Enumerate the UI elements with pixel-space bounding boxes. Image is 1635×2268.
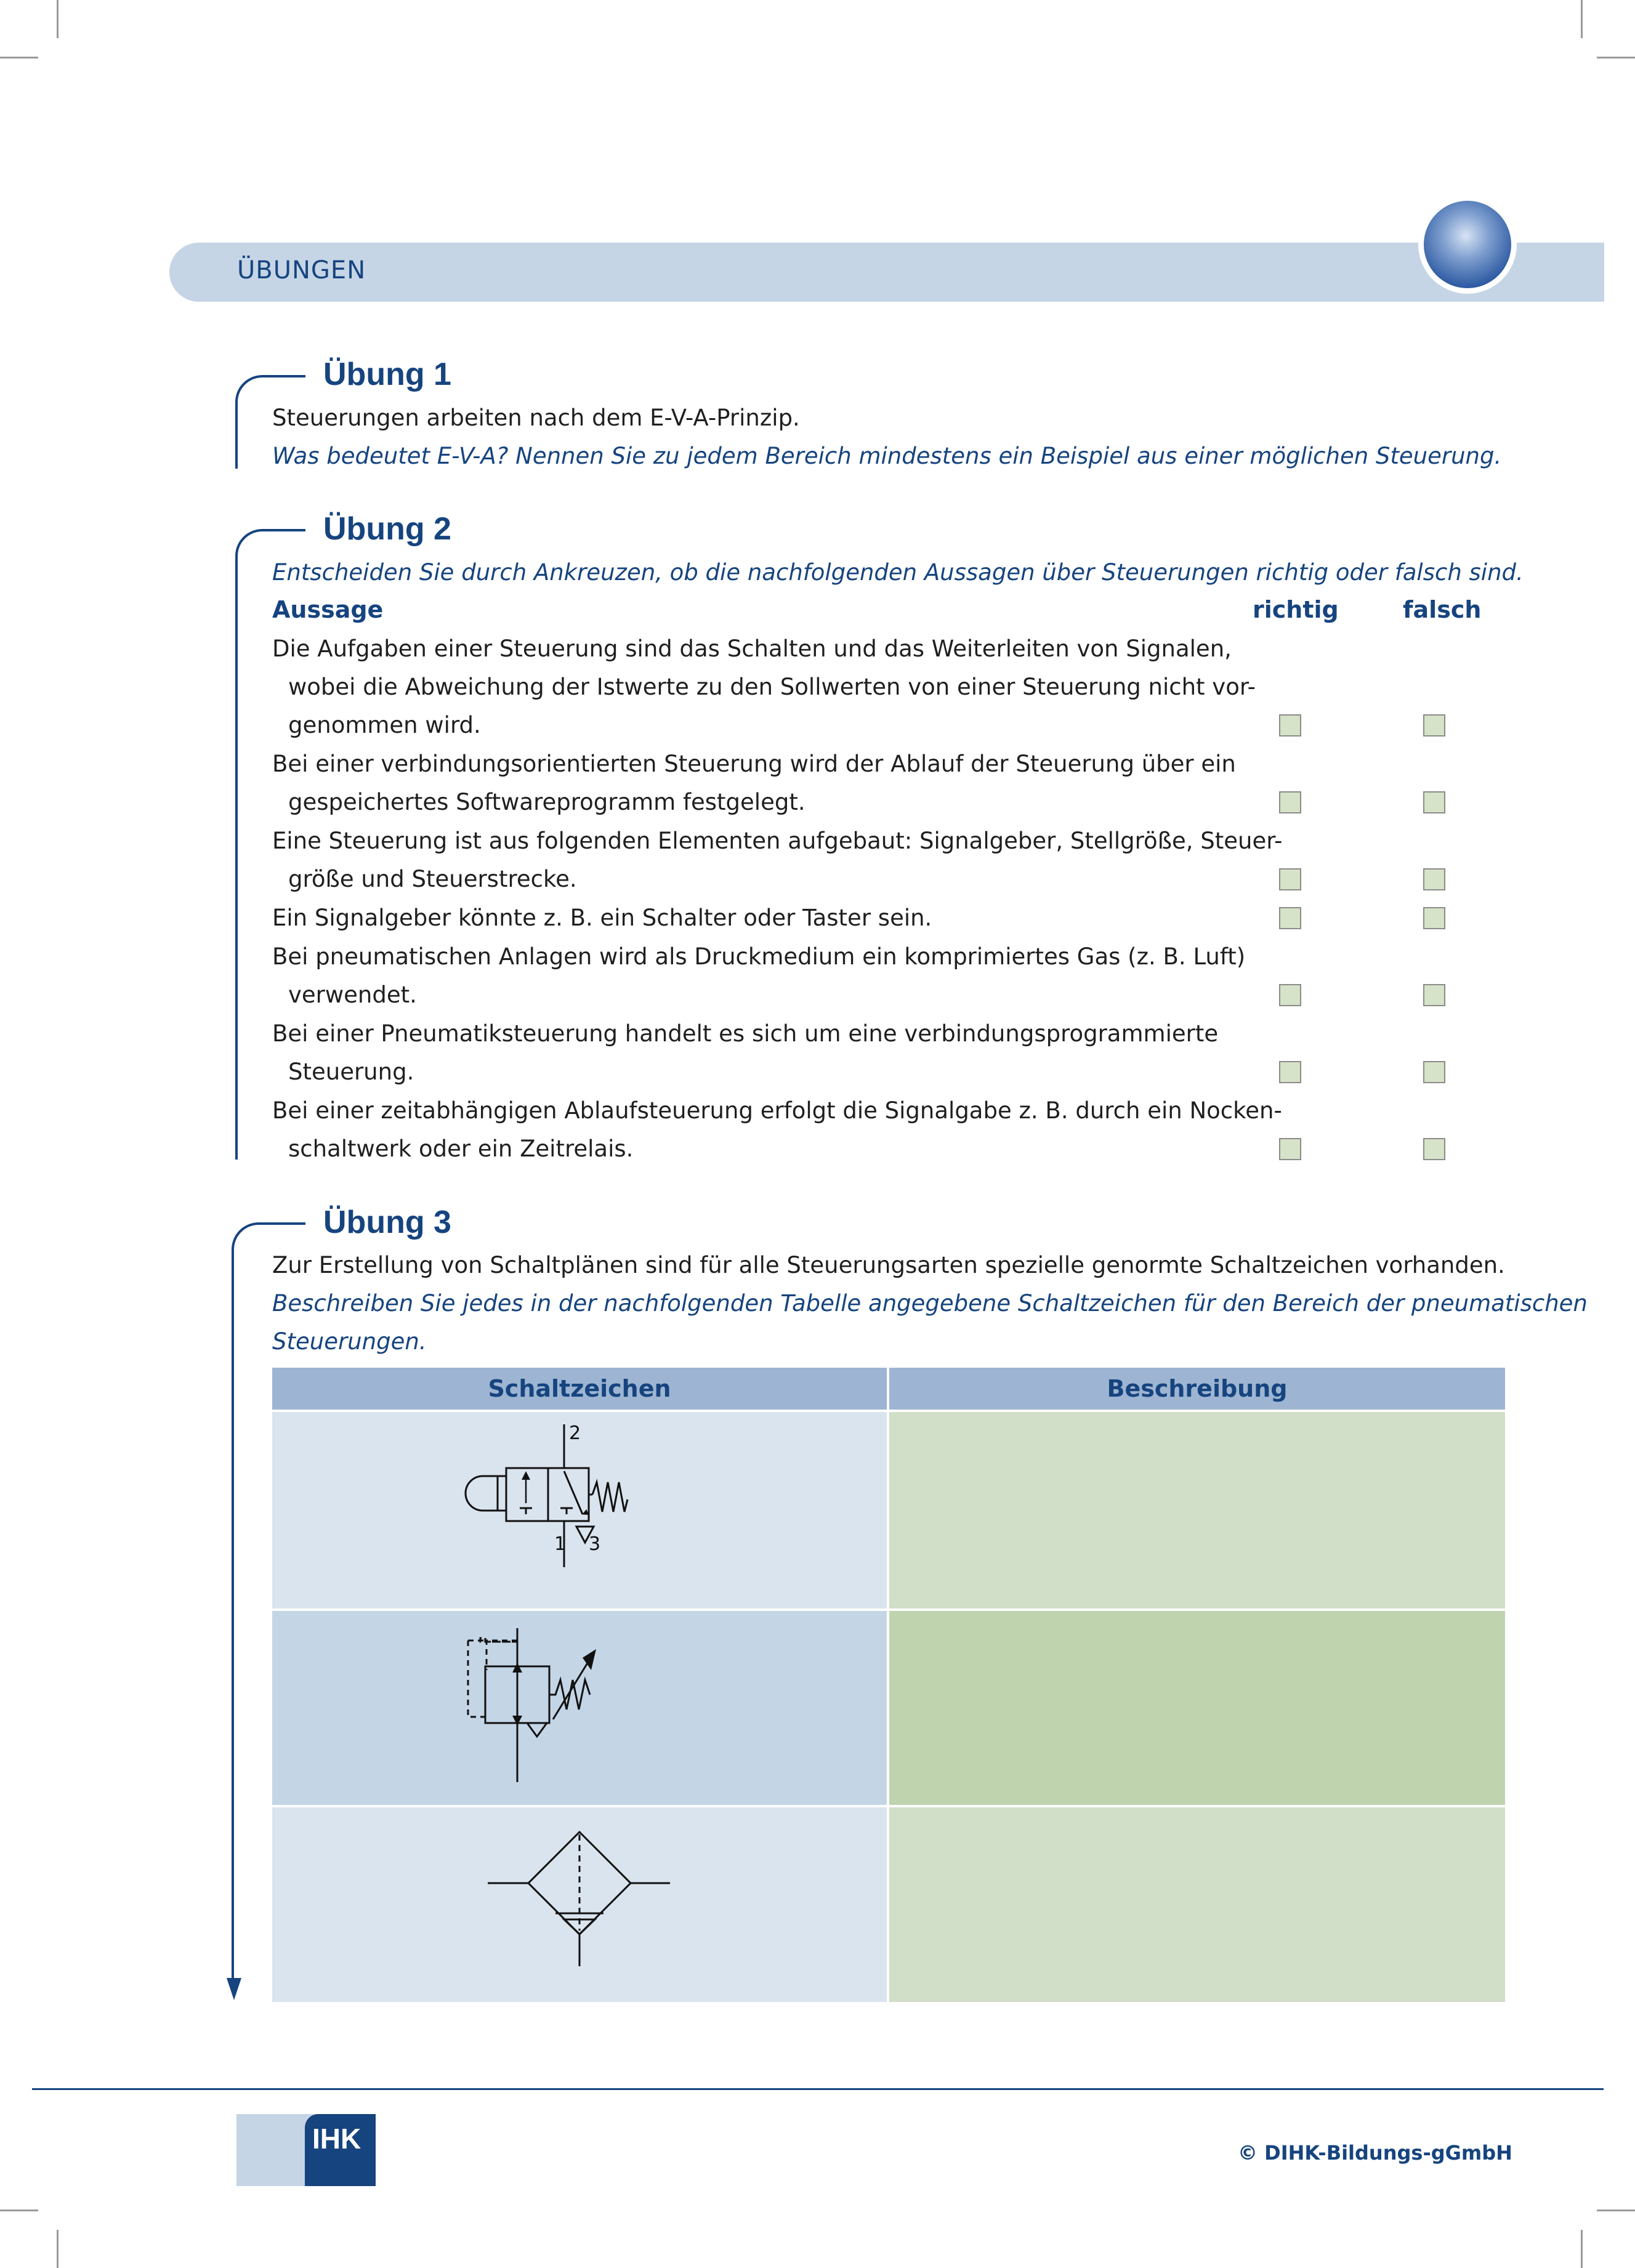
section-banner xyxy=(169,243,1604,302)
crop-mark xyxy=(0,2209,38,2211)
exercise-title: Übung 3 xyxy=(323,1205,451,1240)
checkbox-falsch[interactable] xyxy=(1423,714,1445,736)
statement-line: Bei einer zeitabhängigen Ablaufsteuerung erfolgt die Signalgabe z. B. durch ein Nocken- xyxy=(272,1097,1282,1124)
orb-icon xyxy=(1424,201,1511,288)
exercise-text: Zur Erstellung von Schaltplänen sind für alle Steuerungsarten spezielle genormte Schaltzeichen vorhanden. xyxy=(272,1252,1505,1278)
exercise-title: Übung 1 xyxy=(323,357,451,392)
pressure-relief-valve-icon xyxy=(272,1611,887,1805)
exercise-text: Steuerungen arbeiten nach dem E-V-A-Prinzip. xyxy=(272,405,800,431)
checkbox-richtig[interactable] xyxy=(1279,1138,1301,1160)
checkbox-falsch[interactable] xyxy=(1423,907,1445,929)
table-header-symbol: Schaltzeichen xyxy=(272,1368,887,1410)
statement-line: Eine Steuerung ist aus folgenden Elementen aufgebaut: Signalgeber, Stellgröße, Steuer- xyxy=(272,828,1283,854)
table-cell-description[interactable] xyxy=(889,1412,1505,1608)
statement xyxy=(272,745,1236,821)
statement-line: gespeichertes Softwareprogramm festgelegt. xyxy=(288,789,805,815)
checkbox-richtig[interactable] xyxy=(1279,984,1301,1006)
checkbox-richtig[interactable] xyxy=(1279,791,1301,813)
exercise-task: Was bedeutet E-V-A? Nennen Sie zu jedem Bereich mindestens ein Beispiel aus einer möglichen Steuerung. xyxy=(272,443,1502,469)
port-label: 1 xyxy=(554,1533,567,1555)
checkbox-falsch[interactable] xyxy=(1423,791,1445,813)
footer-divider xyxy=(32,2088,1604,2090)
crop-mark xyxy=(1597,57,1635,59)
statement-line: Bei einer Pneumatiksteuerung handelt es sich um eine verbindungsprogrammierte xyxy=(272,1020,1219,1047)
statement xyxy=(272,630,1256,745)
statement xyxy=(272,1092,1282,1168)
statement xyxy=(272,1015,1218,1091)
valve-3-2-way-icon xyxy=(272,1412,887,1608)
crop-mark xyxy=(1597,2209,1635,2211)
checkbox-falsch[interactable] xyxy=(1423,868,1445,890)
statement-line: genommen wird. xyxy=(288,712,481,738)
statement-line: schaltwerk oder ein Zeitrelais. xyxy=(288,1136,634,1162)
column-header-false: falsch xyxy=(1403,596,1482,623)
checkbox-falsch[interactable] xyxy=(1423,1061,1445,1083)
crop-mark xyxy=(0,57,38,59)
crop-mark xyxy=(1581,2230,1583,2268)
checkbox-richtig[interactable] xyxy=(1279,868,1301,890)
statement-line: Bei einer verbindungsorientierten Steuerung wird der Ablauf der Steuerung über ein xyxy=(272,751,1236,777)
table-header-description: Beschreibung xyxy=(889,1368,1505,1410)
checkbox-falsch[interactable] xyxy=(1423,1138,1445,1160)
column-header-true: richtig xyxy=(1253,596,1339,623)
statement-line: verwendet. xyxy=(288,982,417,1008)
port-label: 3 xyxy=(589,1533,601,1555)
crop-mark xyxy=(1581,0,1583,38)
statement xyxy=(272,938,1245,1014)
statement xyxy=(272,899,932,937)
checkbox-richtig[interactable] xyxy=(1279,714,1301,736)
crop-mark xyxy=(57,0,59,38)
checkbox-falsch[interactable] xyxy=(1423,984,1445,1006)
ihk-logo-text: IHK xyxy=(312,2123,361,2155)
statement-line: wobei die Abweichung der Istwerte zu den Sollwerten von einer Steuerung nicht vor- xyxy=(288,674,1256,700)
table-cell-description[interactable] xyxy=(889,1611,1505,1805)
statement-line: größe und Steuerstrecke. xyxy=(288,866,577,892)
exercise-task-line: Steuerungen. xyxy=(272,1328,427,1355)
checkbox-richtig[interactable] xyxy=(1279,1061,1301,1083)
statement-line: Steuerung. xyxy=(288,1059,414,1085)
statement xyxy=(272,822,1282,898)
filter-icon xyxy=(272,1807,887,2002)
statement-line: Bei pneumatischen Anlagen wird als Druckmedium ein komprimiertes Gas (z. B. Luft) xyxy=(272,943,1246,970)
arrow-down-icon xyxy=(224,1978,244,2001)
crop-mark xyxy=(57,2230,59,2268)
checkbox-richtig[interactable] xyxy=(1279,907,1301,929)
column-header-statement: Aussage xyxy=(272,596,384,623)
exercise-task-line: Beschreiben Sie jedes in der nachfolgenden Tabelle angegebene Schaltzeichen für den Bereich der pneumatischen xyxy=(272,1290,1588,1317)
statement-line: Ein Signalgeber könnte z. B. ein Schalter oder Taster sein. xyxy=(272,905,932,931)
statement-line: Die Aufgaben einer Steuerung sind das Schalten und das Weiterleiten von Signalen, xyxy=(272,636,1232,662)
exercise-task: Entscheiden Sie durch Ankreuzen, ob die nachfolgenden Aussagen über Steuerungen richtig oder falsch sind. xyxy=(272,559,1524,586)
section-title: ÜBUNGEN xyxy=(237,256,366,285)
copyright: © DIHK-Bildungs-gGmbH xyxy=(1238,2141,1512,2165)
table-cell-description[interactable] xyxy=(889,1807,1505,2002)
port-label: 2 xyxy=(569,1423,581,1444)
exercise-title: Übung 2 xyxy=(323,511,451,547)
